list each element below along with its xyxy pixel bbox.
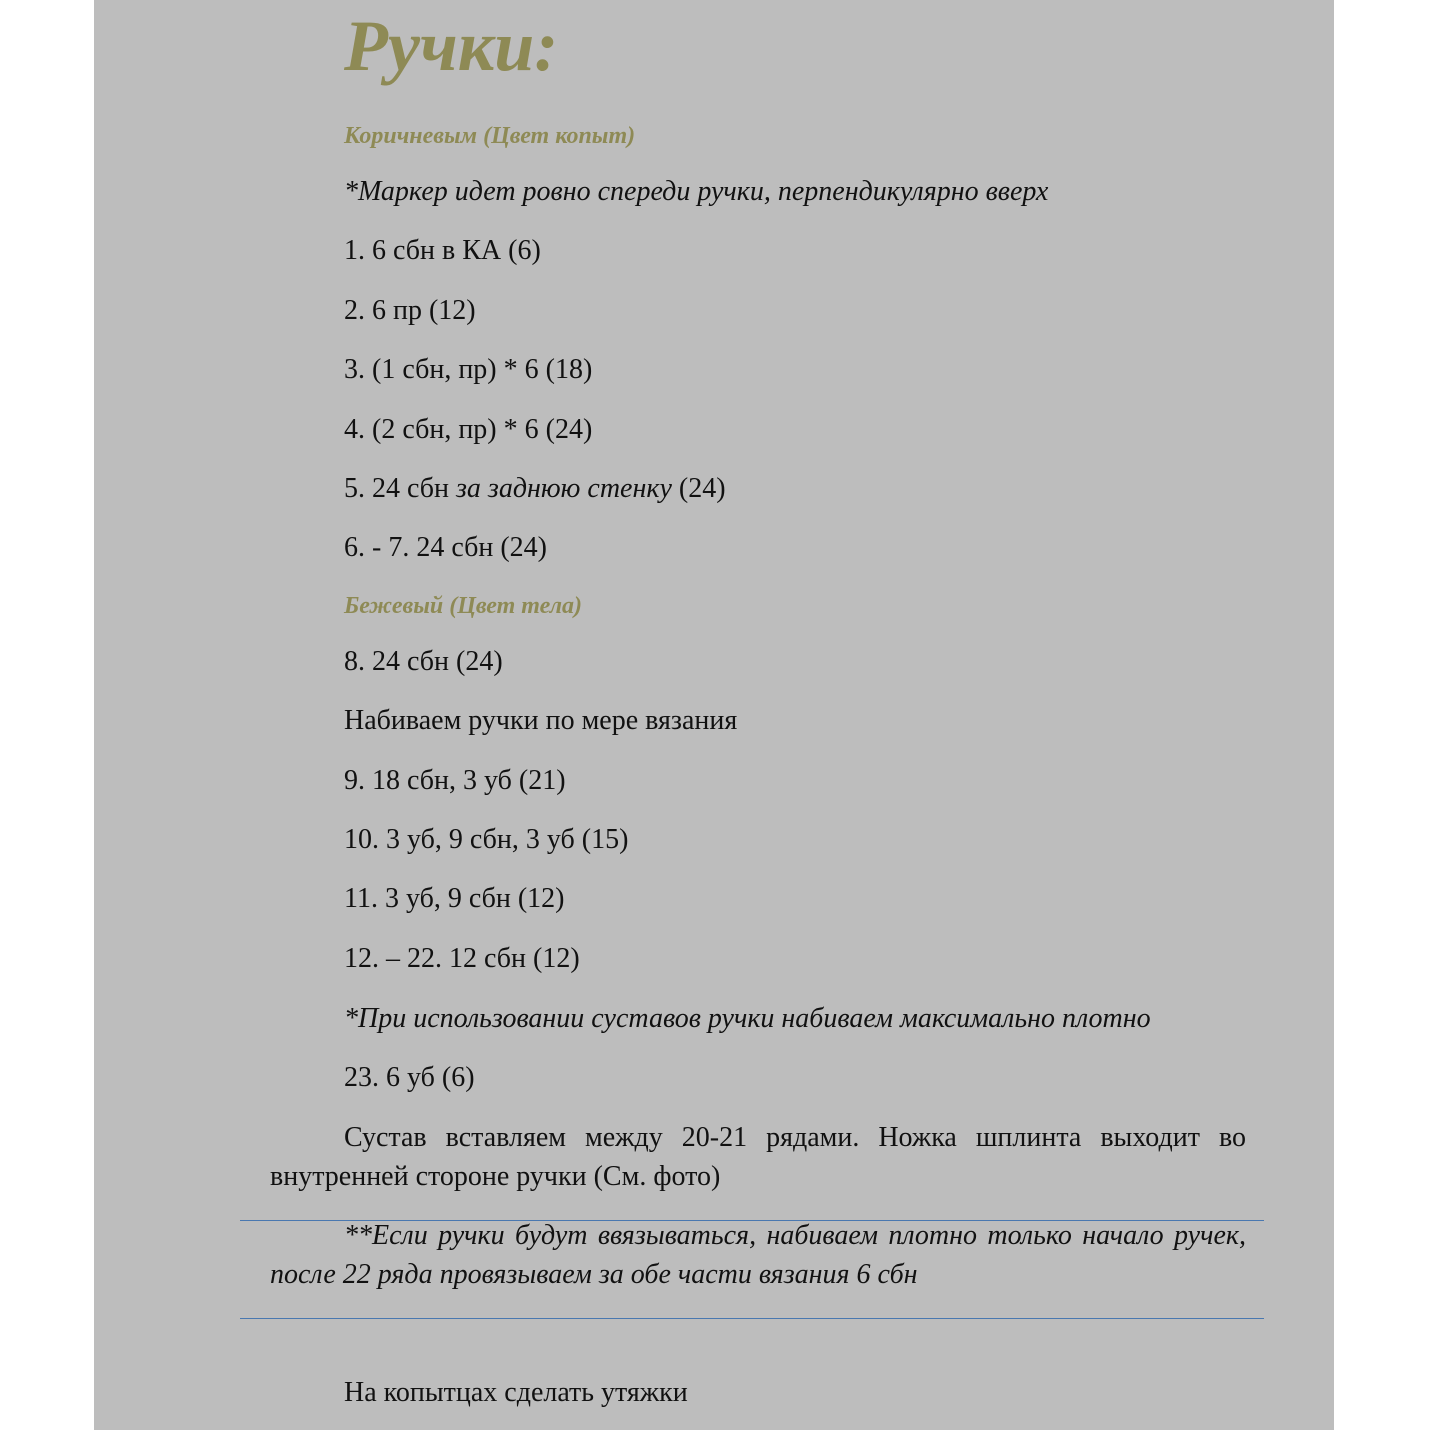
row-6-7: 6. - 7. 24 сбн (24) <box>344 532 547 563</box>
document-page <box>94 0 1334 1430</box>
subhead-brown: Коричневым (Цвет копыт) <box>344 123 636 149</box>
row-4: 4. (2 сбн, пр) * 6 (24) <box>344 414 593 445</box>
row-1: 1. 6 сбн в КА (6) <box>344 235 541 266</box>
stuffing-note: Набиваем ручки по мере вязания <box>344 705 738 736</box>
row-5-italic: за заднюю стенку <box>456 473 672 504</box>
paragraph-sewn: **Если ручки будут ввязываться, набиваем плотно только начало ручек, после 22 ряда провязываем за обе части вязания 6 сбн <box>270 1220 1246 1290</box>
paragraph-joint: Сустав вставляем между 20-21 рядами. Ножка шплинта выходит во внутренней стороне ручки (См. фото) <box>270 1122 1246 1192</box>
row-11: 11. 3 уб, 9 сбн (12) <box>344 883 565 914</box>
divider-bottom <box>240 1318 1264 1319</box>
row-9: 9. 18 сбн, 3 уб (21) <box>344 765 566 796</box>
page-title: Ручки: <box>344 6 559 86</box>
final-note: На копытцах сделать утяжки <box>344 1377 688 1408</box>
row-5-start: 5. 24 сбн <box>344 473 456 504</box>
row-23: 23. 6 уб (6) <box>344 1062 475 1093</box>
row-8: 8. 24 сбн (24) <box>344 646 503 677</box>
row-3: 3. (1 сбн, пр) * 6 (18) <box>344 354 593 385</box>
note-joints: *При использовании суставов ручки набиваем максимально плотно <box>344 1003 1151 1034</box>
subhead-beige: Бежевый (Цвет тела) <box>344 593 583 619</box>
note-marker: *Маркер идет ровно спереди ручки, перпендикулярно вверх <box>344 176 1049 207</box>
row-12-22: 12. – 22. 12 сбн (12) <box>344 943 580 974</box>
row-10: 10. 3 уб, 9 сбн, 3 уб (15) <box>344 824 629 855</box>
row-5-end: (24) <box>671 473 726 504</box>
row-2: 2. 6 пр (12) <box>344 295 476 326</box>
row-5 <box>344 472 726 506</box>
